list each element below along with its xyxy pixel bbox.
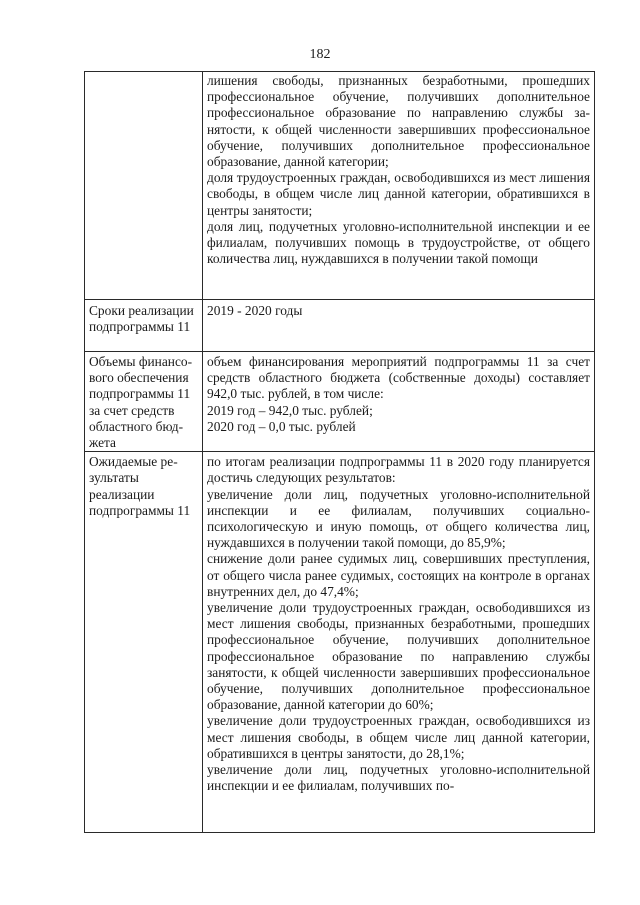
subprogram-passport-table	[84, 71, 595, 833]
expected-result-paragraph: увеличение доли трудоустроенных граждан, освободившихся из мест лишения свободы, в общем числе лиц данной категории, обратившихся в центры занятости, до 28,1%;	[207, 713, 590, 761]
expected-result-paragraph: снижение доли ранее судимых лиц, совершивших преступления, от общего числа ранее судимых, состоящих на контроле в органах внутренних дел, до 47,4%;	[207, 551, 590, 599]
implementation-terms-label: Сроки реализации подпрограммы 11	[85, 300, 203, 352]
target-indicator-paragraph: доля трудоустроенных граждан, освободившихся из мест лишения свободы, в общем числе лиц данной категории, обратившихся в центры занятости;	[207, 170, 590, 218]
expected-results-label: Ожидаемые результаты реализации подпрограммы 11	[85, 452, 203, 833]
funding-paragraph: 2020 год – 0,0 тыс. рублей	[207, 418, 356, 434]
implementation-terms-value: 2019 - 2020 годы	[203, 300, 595, 352]
expected-results-text	[207, 454, 590, 832]
table-row-expected-results	[85, 452, 595, 833]
funding-volumes-label: Объемы финансового обеспечения подпрограммы 11 за счет средств областного бюджета	[85, 352, 203, 452]
funding-paragraph: 2019 год – 942,0 тыс. рублей;	[207, 402, 373, 418]
expected-result-paragraph: увеличение доли лиц, подучетных уголовно-исполнительной инспекции и ее филиалам, получивших социально-психологическую и иную помощь, от общего количества лиц, нуждавшихся в получении такой помощи, до 85,9%;	[207, 486, 590, 551]
table-row-target-indicators	[85, 72, 595, 300]
expected-result-paragraph: по итогам реализации подпрограммы 11 в 2020 году планируется достичь следующих результатов:	[207, 454, 590, 486]
expected-results-cell	[203, 452, 595, 833]
funding-paragraph: объем финансирования мероприятий подпрограммы 11 за счет средств областного бюджета (собственные доходы) составляет 942,0 тыс. рублей, в том числе:	[207, 354, 590, 402]
expected-result-paragraph: увеличение доли лиц, подучетных уголовно-исполнительной инспекции и ее филиалам, получивших по-	[207, 762, 590, 794]
table-row-implementation-terms	[85, 300, 595, 352]
expected-result-paragraph: увеличение доли трудоустроенных граждан, освободившихся из мест лишения свободы, признанных безработными, прошедших профессиональное обучение, получивших дополнительное профессиональное образование по направлению службы занятости, к общей численности завершивших профессиональное обучение, получивших дополнительное профессиональное образование, данной категории до 60%;	[207, 600, 590, 713]
target-indicators-text	[203, 72, 595, 300]
target-indicators-label	[85, 72, 203, 300]
table-row-funding-volumes	[85, 352, 595, 452]
target-indicator-paragraph: лишения свободы, признанных безработными, прошедших профессиональное обучение, получивших дополнительное профессиональное образование по направлению службы занятости, к общей численности завершивших профессиональное обучение, получивших дополнительное профессиональное образование, данной категории;	[207, 73, 590, 170]
funding-volumes-text	[203, 352, 595, 452]
page-number: 182	[309, 47, 331, 62]
target-indicator-paragraph: доля лиц, подучетных уголовно-исполнительной инспекции и ее филиалам, получивших помощь в трудоустройстве, от общего количества лиц, нуждавшихся в получении такой помощи	[207, 218, 590, 267]
